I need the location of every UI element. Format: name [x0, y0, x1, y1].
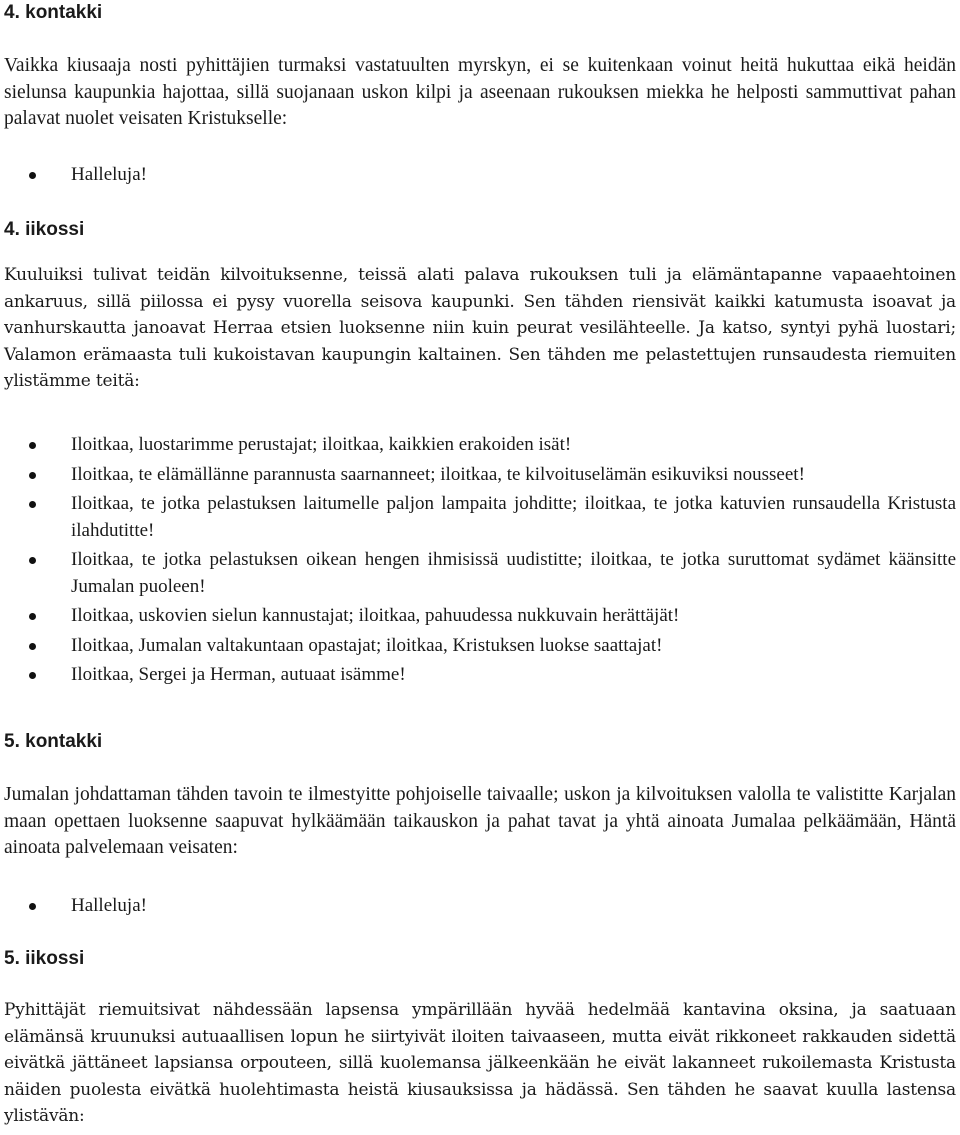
list-item: Iloitkaa, te jotka pelastuksen laitumelle paljon lampaita johditte; iloitkaa, te jotka katuvien runsaudella Kristusta ilahdutitte! [4, 491, 956, 544]
bullet-list-5-kontakki [4, 893, 956, 923]
bullet-icon [29, 557, 36, 564]
bullet-icon [29, 472, 36, 479]
list-item: Iloitkaa, te jotka pelastuksen oikean hengen ihmisissä uudistitte; iloitkaa, te jotka suruttomat sydämet käänsitte Jumalan puoleen! [4, 547, 956, 600]
bullet-icon [29, 672, 36, 679]
section-text-4-kontakki: Vaikka kiusaaja nosti pyhittäjien turmaksi vastatuulten myrskyn, ei se kuitenkaan voinut heitä hukuttaa eikä heidän sielunsa kaupunkia hajottaa, sillä suojanaan uskon kilpi ja aseenaan rukouksen miekka he helposti sammuttivat pahan palavat nuolet veisaten Kristukselle: [4, 55, 956, 129]
section-text-4-iikossi: Kuuluiksi tulivat teidän kilvoituksenne, teissä alati palava rukouksen tuli ja elämäntapanne vapaaehtoinen ankaruus, sillä piilossa ei pysy vuorella seisova kaupunki. Sen tähden riensivät kaikki katumusta isoavat ja vanhurskautta janoavat Herraa etsien luoksenne niin kuin peurat vesilähteelle. Ja katso, syntyi pyhä luostari; Valamon erämaasta tuli kukoistavan kaupungin kaltainen. Sen tähden me pelastettujen runsaudesta riemuiten ylistämme teitä: [4, 265, 956, 391]
section-heading-5-kontakki: 5. kontakki [4, 731, 103, 752]
section-heading-4-kontakki: 4. kontakki [4, 2, 103, 23]
bullet-icon [29, 613, 36, 620]
list-item: Iloitkaa, uskovien sielun kannustajat; iloitkaa, pahuudessa nukkuvain herättäjät! [4, 603, 956, 630]
section-heading-4-iikossi: 4. iikossi [4, 219, 85, 240]
bullet-icon [29, 643, 36, 650]
list-item: Halleluja! [4, 162, 956, 189]
list-item: Iloitkaa, te elämällänne parannusta saarnanneet; iloitkaa, te kilvoituselämän esikuviksi nousseet! [4, 462, 956, 489]
list-item: Iloitkaa, luostarimme perustajat; iloitkaa, kaikkien erakoiden isät! [4, 432, 956, 459]
bullet-list-4-iikossi [4, 432, 956, 692]
bullet-icon [29, 501, 36, 508]
list-item: Halleluja! [4, 893, 956, 920]
bullet-icon [29, 903, 36, 910]
section-text-5-iikossi: Pyhittäjät riemuitsivat nähdessään lapsensa ympärillään hyvää hedelmää kantavina oksina, ja saatuaan elämänsä kruunuksi autuaallisen lopun he siirtyivät iloiten taivaaseen, mutta eivät rikkoneet rakkauden sidettä eivätkä jättäneet lapsiansa orpouteen, sillä kuolemansa jälkeenkään he eivät lakanneet rukoilemasta Kristusta näiden puolesta eivätkä huolehtimasta heistä kiusauksissa ja hädässä. Sen tähden he saavat kuulla lastensa ylistävän: [4, 1000, 956, 1126]
bullet-icon [29, 442, 36, 449]
bullet-list-4-kontakki [4, 162, 956, 192]
section-text-5-kontakki: Jumalan johdattaman tähden tavoin te ilmestyitte pohjoiselle taivaalle; uskon ja kilvoituksen valolla te valistitte Karjalan maan opettaen luoksenne saapuvat hylkäämään taikauskon ja pahat tavat ja yhtä ainoata Jumalaa pelkäämään, Häntä ainoata palvelemaan veisaten: [4, 784, 956, 858]
section-heading-5-iikossi: 5. iikossi [4, 948, 85, 969]
bullet-icon [29, 172, 36, 179]
list-item: Iloitkaa, Jumalan valtakuntaan opastajat; iloitkaa, Kristuksen luokse saattajat! [4, 633, 956, 660]
list-item: Iloitkaa, Sergei ja Herman, autuaat isämme! [4, 662, 956, 689]
